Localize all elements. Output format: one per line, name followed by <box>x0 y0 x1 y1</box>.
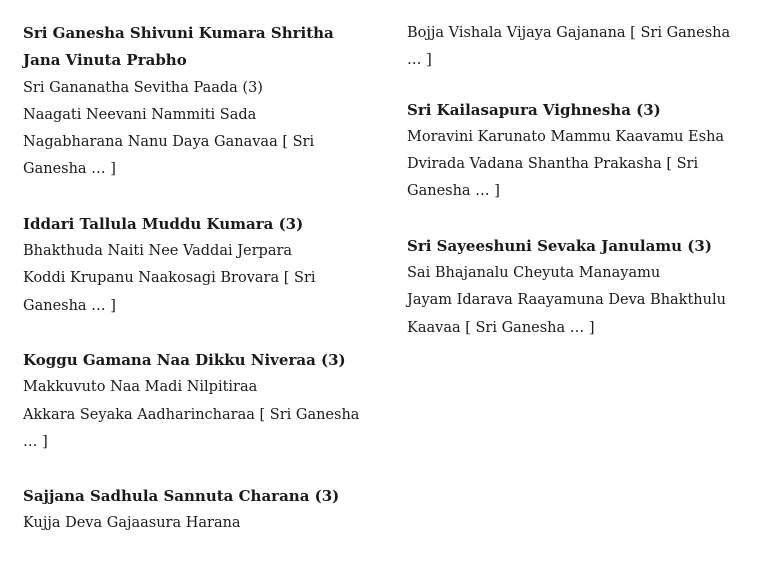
stanza-4-continuation <box>407 20 752 75</box>
stanza-line: Sri Gananatha Sevitha Paada (3) <box>23 79 263 96</box>
stanza-title: Sri Ganesha Shivuni Kumara Shritha Jana Vinuta Prabho <box>23 24 334 70</box>
stanza-line: Bhakthuda Naiti Nee Vaddai Jerpara <box>23 243 293 260</box>
stanza-line: Nagabharana Nanu Daya Ganavaa [ Sri Ganesha … ] <box>23 134 315 178</box>
left-column <box>23 20 373 565</box>
stanza-line: Moravini Karunato Mammu Kaavamu Esha <box>407 128 725 145</box>
stanza-line: Makkuvuto Naa Madi Nilpitiraa <box>23 379 258 396</box>
stanza-line: Bojja Vishala Vijaya Gajanana [ Sri Ganesha … ] <box>407 25 731 69</box>
stanza-title: Koggu Gamana Naa Dikku Niveraa (3) <box>23 350 346 369</box>
stanza-title: Sri Kailasapura Vighnesha (3) <box>407 100 661 119</box>
stanza-line: Dvirada Vadana Shantha Prakasha [ Sri Ganesha … ] <box>407 156 699 200</box>
stanza-line: Kujja Deva Gajaasura Harana <box>23 515 241 532</box>
stanza-2 <box>23 211 373 320</box>
stanza-title: Iddari Tallula Muddu Kumara (3) <box>23 214 304 233</box>
right-column <box>407 20 752 369</box>
stanza-5 <box>407 97 752 206</box>
stanza-title: Sri Sayeeshuni Sevaka Janulamu (3) <box>407 236 712 255</box>
stanza-line: Sai Bhajanalu Cheyuta Manayamu <box>407 265 661 282</box>
stanza-line: Naagati Neevani Nammiti Sada <box>23 106 257 123</box>
stanza-4 <box>23 483 373 538</box>
stanza-3 <box>23 347 373 456</box>
stanza-line: Akkara Seyaka Aadharincharaa [ Sri Ganesha … ] <box>23 406 360 450</box>
stanza-1 <box>23 20 373 184</box>
stanza-title: Sajjana Sadhula Sannuta Charana (3) <box>23 487 340 506</box>
stanza-6 <box>407 233 752 342</box>
stanza-line: Jayam Idarava Raayamuna Deva Bhakthulu Kaavaa [ Sri Ganesha … ] <box>407 292 726 336</box>
stanza-line: Koddi Krupanu Naakosagi Brovara [ Sri Ganesha … ] <box>23 270 316 314</box>
